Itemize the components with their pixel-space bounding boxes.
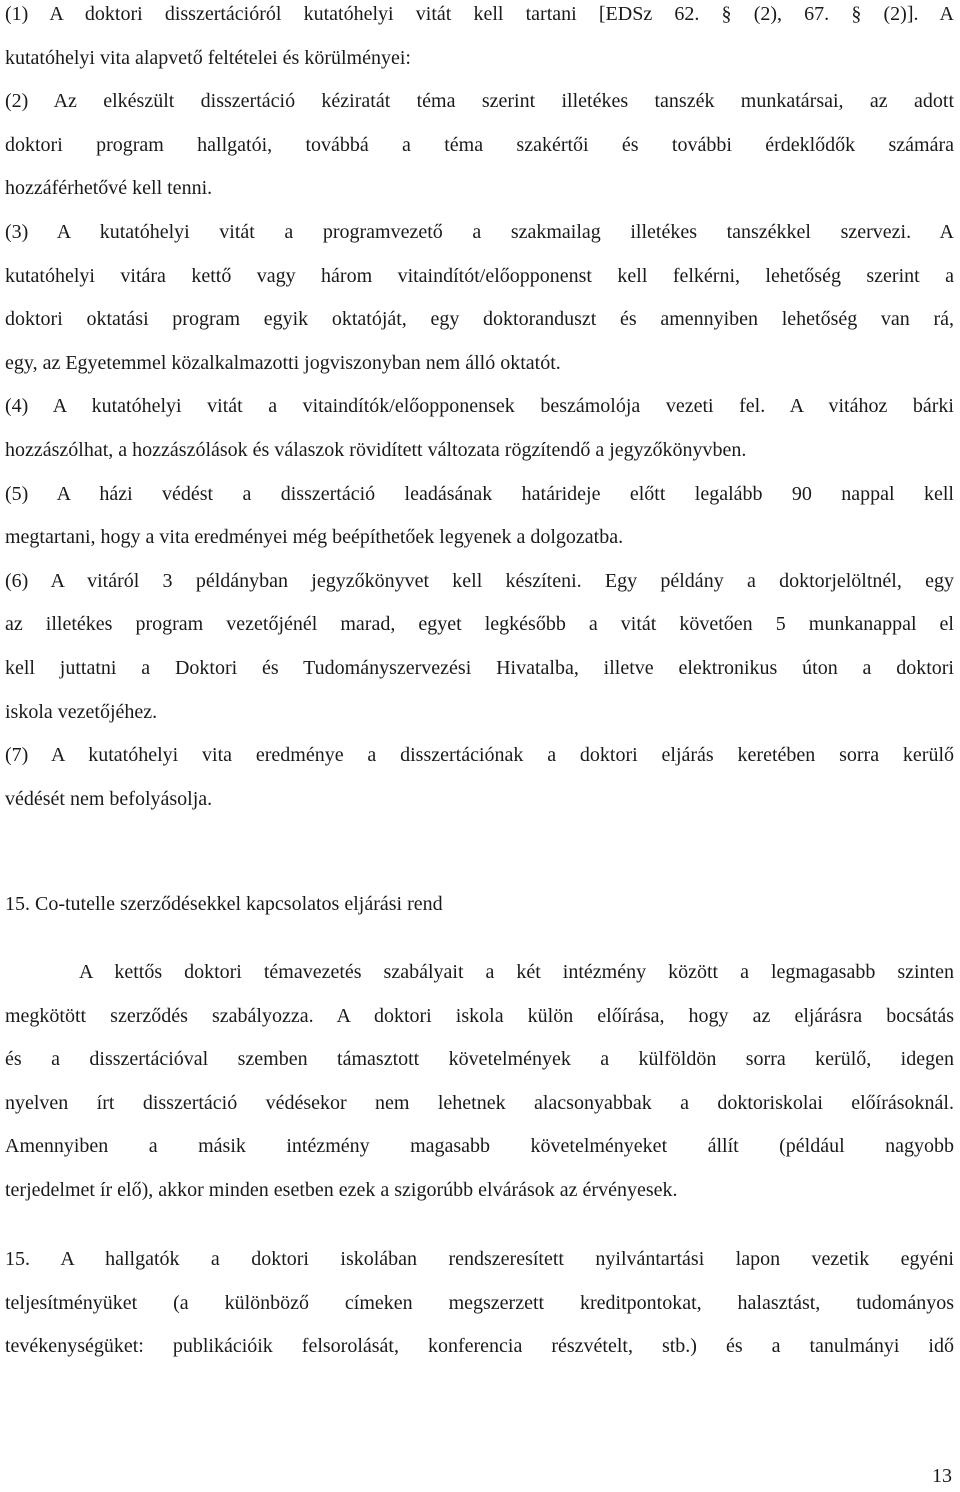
text-line: (3) A kutatóhelyi vitát a programvezető a szakmailag illetékes tanszékkel szervezi. A <box>5 220 954 243</box>
section-heading: 15. Co-tutelle szerződésekkel kapcsolatos eljárási rend <box>5 893 443 915</box>
text-line: tevékenységüket: publikációik felsorolását, konferencia részvételt, stb.) és a tanulmányi idő <box>5 1335 954 1358</box>
text-line: (2) Az elkészült disszertáció kéziratát téma szerint illetékes tanszék munkatársai, az adott <box>5 90 954 113</box>
text-line: doktori program hallgatói, továbbá a téma szakértői és további érdeklődők számára <box>5 133 954 156</box>
text-line: teljesítményüket (a különböző címeken megszerzett kreditpontokat, halasztást, tudományos <box>5 1291 954 1314</box>
text-line: és a disszertációval szemben támasztott követelmények a külföldön sorra kerülő, idegen <box>5 1048 954 1071</box>
text-line: Amennyiben a másik intézmény magasabb követelményeket állít (például nagyobb <box>5 1135 954 1158</box>
text-line: egy, az Egyetemmel közalkalmazotti jogviszonyban nem álló oktatót. <box>5 351 561 374</box>
text-line: hozzáférhetővé kell tenni. <box>5 177 213 200</box>
text-line: (6) A vitáról 3 példányban jegyzőkönyvet kell készíteni. Egy példány a doktorjelöltnél, egy <box>5 569 954 592</box>
text-line: (4) A kutatóhelyi vitát a vitaindítók/előopponensek beszámolója vezeti fel. A vitához bárki <box>5 395 954 418</box>
text-line: terjedelmet ír elő), akkor minden esetben ezek a szigorúbb elvárások az érvényesek. <box>5 1178 678 1201</box>
text-line: (1) A doktori disszertációról kutatóhelyi vitát kell tartani [EDSz 62. § (2), 67. § (2)]. A <box>5 3 954 25</box>
text-line: megtartani, hogy a vita eredményei még beépíthetőek legyenek a dolgozatba. <box>5 526 624 549</box>
text-line: iskola vezetőjéhez. <box>5 700 158 723</box>
text-line: hozzászólhat, a hozzászólások és válaszok rövidített változata rögzítendő a jegyzőkönyvben. <box>5 438 747 461</box>
text-line: (7) A kutatóhelyi vita eredménye a disszertációnak a doktori eljárás keretében sorra kerülő <box>5 744 954 767</box>
text-line: nyelven írt disszertáció védésekor nem lehetnek alacsonyabbak a doktoriskolai előírásoknál. <box>5 1091 954 1114</box>
page-number: 13 <box>932 1465 952 1487</box>
text-line: (5) A házi védést a disszertáció leadásának határideje előtt legalább 90 nappal kell <box>5 482 954 505</box>
text-line: doktori oktatási program egyik oktatóját, egy doktoranduszt és amennyiben lehetőség van rá, <box>5 308 954 331</box>
text-line: kutatóhelyi vitára kettő vagy három vitaindítót/előopponenst kell felkérni, lehetőség szerint a <box>5 264 954 287</box>
text-line: 15. A hallgatók a doktori iskolában rendszeresített nyilvántartási lapon vezetik egyéni <box>5 1248 954 1270</box>
text-line: az illetékes program vezetőjénél marad, egyet legkésőbb a vitát követően 5 munkanappal el <box>5 613 954 636</box>
text-line: kutatóhelyi vita alapvető feltételei és körülményei: <box>5 46 411 69</box>
paragraph-block-co-tutelle <box>5 951 954 1213</box>
paragraph-block-kutatohelyi-vita <box>5 0 954 821</box>
text-line: védését nem befolyásolja. <box>5 787 213 810</box>
paragraph-block-nyilvantartas <box>5 1238 954 1369</box>
text-line: kell juttatni a Doktori és Tudományszervezési Hivatalba, illetve elektronikus úton a doktori <box>5 656 954 679</box>
text-line: megkötött szerződés szabályozza. A doktori iskola külön előírása, hogy az eljárásra bocsátás <box>5 1004 954 1027</box>
text-line: A kettős doktori témavezetés szabályait a két intézmény között a legmagasabb szinten <box>79 961 954 983</box>
